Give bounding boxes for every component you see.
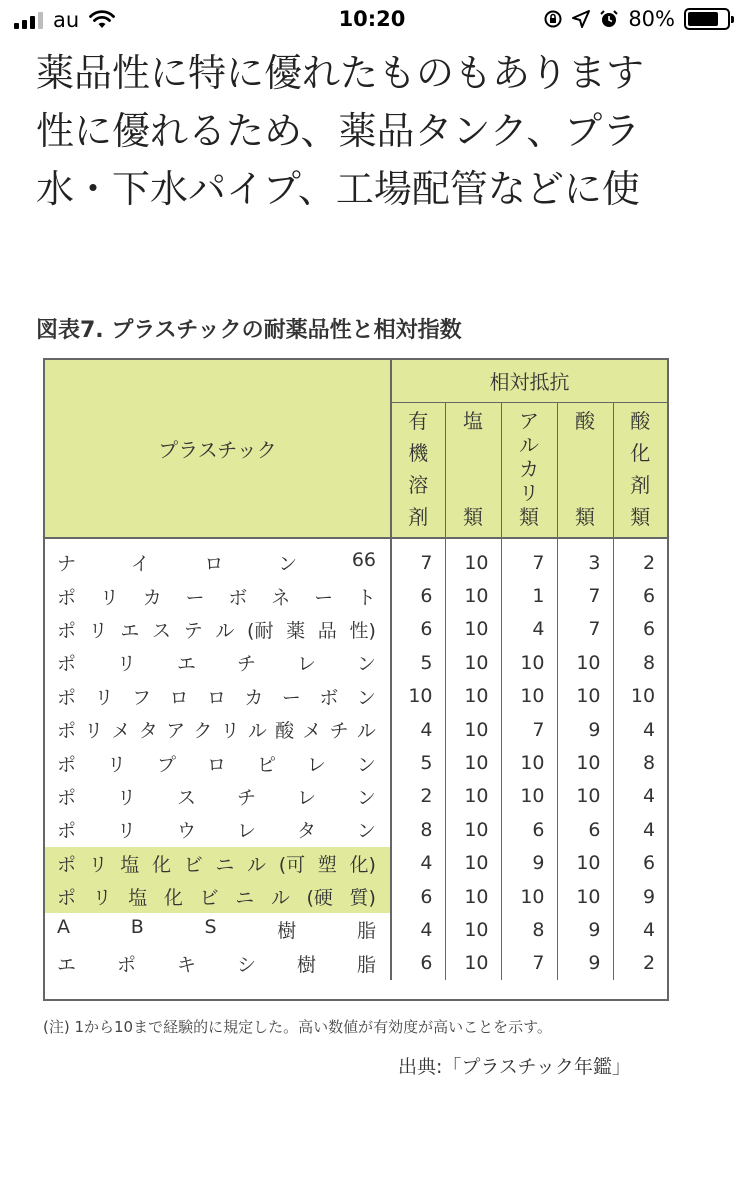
article-line: 水・下水パイプ、工場配管などに使 — [36, 167, 640, 211]
plastic-name-part: テ — [183, 619, 203, 642]
plastic-name-part: リ — [84, 720, 104, 743]
plastic-name-part: レ — [296, 786, 316, 809]
column-header-char: ア — [519, 408, 539, 433]
plastic-name — [45, 746, 391, 779]
plastic-name-part: ー — [314, 586, 334, 609]
plastic-name-part: ニ — [235, 887, 255, 910]
plastic-name-part: ン — [356, 653, 376, 676]
plastic-name-part: フ — [131, 686, 151, 709]
plastic-name-part: リ — [116, 820, 136, 843]
table-row — [45, 746, 667, 779]
plastic-name — [45, 780, 391, 813]
table-row — [45, 646, 667, 679]
plastic-name-part: リ — [99, 586, 119, 609]
table-row — [45, 847, 667, 880]
plastic-name-part: カ — [244, 686, 264, 709]
column-header-char: 類 — [630, 504, 651, 529]
plastic-name-part: ポ — [57, 720, 77, 743]
column-header-char: カ — [519, 456, 539, 481]
resistance-value: 4 — [501, 613, 557, 646]
resistance-value: 4 — [613, 913, 667, 946]
plastic-name-part: ポ — [57, 853, 77, 876]
plastic-name-part: ボ — [319, 686, 339, 709]
plastic-name-part: ネ — [271, 586, 291, 609]
plastic-name-part: ス — [176, 786, 196, 809]
plastic-name-part: 脂 — [356, 953, 376, 976]
column-header-char: 酸 — [630, 408, 651, 433]
plastic-name-part: ウ — [176, 820, 196, 843]
resistance-value: 10 — [501, 780, 557, 813]
resistance-value: 7 — [557, 579, 613, 612]
plastic-name-part: ポ — [57, 619, 77, 642]
resistance-value: 10 — [501, 680, 557, 713]
resistance-value: 10 — [445, 579, 501, 612]
resistance-value: 9 — [557, 713, 613, 746]
resistance-value: 10 — [445, 646, 501, 679]
resistance-value: 10 — [445, 913, 501, 946]
resistance-value: 6 — [557, 813, 613, 846]
plastic-name-part: ー — [281, 686, 301, 709]
plastic-name-part: ン — [356, 786, 376, 809]
resistance-value: 10 — [445, 880, 501, 913]
plastic-name — [45, 913, 391, 946]
plastic-name-part: 樹 — [296, 953, 316, 976]
plastic-name-part: ー — [185, 586, 205, 609]
resistance-value: 10 — [445, 713, 501, 746]
plastic-name-part: ピ — [256, 753, 276, 776]
column-header-char: 剤 — [408, 504, 429, 529]
column-header — [613, 402, 667, 538]
plastic-name-part: イ — [130, 553, 150, 576]
plastic-name-part: (耐 — [247, 619, 274, 642]
orientation-lock-icon — [543, 9, 563, 29]
plastic-name-part: ア — [166, 720, 186, 743]
plastic-name-part: 性) — [349, 619, 376, 642]
column-header-char: 類 — [575, 504, 595, 529]
plastic-name-part: 化 — [163, 887, 183, 910]
status-bar — [0, 0, 744, 40]
plastic-name-part: チ — [236, 786, 256, 809]
resistance-value: 4 — [613, 780, 667, 813]
plastic-name-part: 樹 — [277, 920, 297, 943]
plastic-name-part: ン — [356, 753, 376, 776]
plastic-name-part: 脂 — [356, 920, 376, 943]
table-row — [45, 546, 667, 579]
resistance-value: 10 — [445, 947, 501, 980]
plastic-name-part: A — [57, 916, 70, 939]
resistance-value: 10 — [557, 680, 613, 713]
plastic-name-part: ロ — [204, 553, 224, 576]
resistance-value: 10 — [445, 813, 501, 846]
resistance-value: 2 — [613, 947, 667, 980]
column-header-char: リ — [519, 480, 539, 505]
plastic-name — [45, 847, 391, 880]
resistance-value: 4 — [420, 718, 433, 741]
plastic-name-part: キ — [176, 953, 196, 976]
plastic-name-part: チ — [329, 720, 349, 743]
resistance-value: 8 — [613, 646, 667, 679]
resistance-value: 4 — [420, 852, 433, 875]
plastic-name-part: リ — [220, 720, 240, 743]
table-row — [45, 880, 667, 913]
table-note: (注) 1から10まで経験的に規定した。高い数値が有効度が高いことを示す。 — [43, 1018, 552, 1036]
resistance-value: 3 — [557, 546, 613, 579]
column-header — [445, 402, 501, 538]
plastic-name-part: ル — [270, 887, 290, 910]
resistance-value: 9 — [501, 847, 557, 880]
resistance-value: 9 — [613, 880, 667, 913]
resistance-value: 7 — [420, 551, 433, 574]
resistance-value: 8 — [420, 818, 433, 841]
column-header-char: 類 — [519, 504, 539, 529]
resistance-value: 1 — [501, 579, 557, 612]
resistance-value: 6 — [501, 813, 557, 846]
column-header — [557, 402, 613, 538]
plastic-name-part: リ — [116, 653, 136, 676]
plastic-name-part: チ — [236, 653, 256, 676]
article-line: 薬品性に特に優れたものもあります — [36, 51, 645, 95]
plastic-name-part: ポ — [57, 753, 77, 776]
resistance-value: 10 — [557, 780, 613, 813]
resistance-value: 10 — [445, 546, 501, 579]
plastic-name-part: メ — [111, 720, 131, 743]
resistance-value: 2 — [613, 546, 667, 579]
plastic-name-part: タ — [296, 820, 316, 843]
resistance-value: 10 — [408, 685, 433, 708]
battery-icon — [684, 8, 730, 30]
plastic-name-part: カ — [142, 586, 162, 609]
column-header-char: 塩 — [463, 408, 483, 433]
plastic-name-part: エ — [176, 653, 196, 676]
plastic-name — [45, 947, 391, 980]
plastic-name-part: ル — [247, 720, 267, 743]
resistance-value: 10 — [445, 746, 501, 779]
plastic-name-part: ン — [356, 820, 376, 843]
plastic-name — [45, 546, 391, 579]
resistance-value: 7 — [501, 947, 557, 980]
plastic-name-part: ロ — [169, 686, 189, 709]
plastic-name-part: 薬 — [286, 619, 306, 642]
plastic-name-part: レ — [236, 820, 256, 843]
resistance-value: 4 — [420, 918, 433, 941]
resistance-value: 6 — [420, 585, 433, 608]
plastic-name-part: 品 — [317, 619, 337, 642]
plastic-name-part: シ — [236, 953, 256, 976]
plastic-name-part: ン — [278, 553, 298, 576]
resistance-value: 5 — [420, 651, 433, 674]
column-header-char: 類 — [463, 504, 483, 529]
table-row — [45, 713, 667, 746]
plastic-name-part: 塑 — [317, 853, 337, 876]
plastic-name-part: リ — [92, 887, 112, 910]
plastic-name — [45, 813, 391, 846]
plastic-name — [45, 880, 391, 913]
table-row — [45, 780, 667, 813]
resistance-value: 10 — [557, 880, 613, 913]
table-row — [45, 913, 667, 946]
resistance-value: 10 — [445, 847, 501, 880]
resistance-value: 10 — [501, 880, 557, 913]
plastic-name-part: 塩 — [128, 887, 148, 910]
plastic-name-part: ポ — [57, 820, 77, 843]
plastic-name-part: ポ — [57, 887, 77, 910]
resistance-value: 10 — [445, 613, 501, 646]
plastic-name-part: リ — [94, 686, 114, 709]
plastic-name-part: リ — [116, 786, 136, 809]
plastic-name-part: ポ — [116, 953, 136, 976]
plastic-name-part: ロ — [206, 753, 226, 776]
plastic-name-part: エ — [120, 619, 140, 642]
plastic-name-part: タ — [138, 720, 158, 743]
resistance-value: 5 — [420, 752, 433, 775]
plastic-name-part: レ — [296, 653, 316, 676]
column-header-char: 酸 — [575, 408, 595, 433]
plastic-name-part: 質) — [349, 887, 376, 910]
battery-level-fill — [688, 12, 718, 26]
resistance-value: 10 — [557, 746, 613, 779]
plastic-name-part: ビ — [199, 887, 219, 910]
carrier-name: au — [53, 8, 80, 32]
resistance-value: 7 — [501, 713, 557, 746]
plastic-name-part: ン — [356, 686, 376, 709]
status-time: 10:20 — [338, 7, 406, 31]
plastic-name-part: 化) — [349, 853, 376, 876]
plastic-name-part: 塩 — [120, 853, 140, 876]
plastic-name-part: リ — [88, 619, 108, 642]
resistance-value: 4 — [613, 713, 667, 746]
plastic-name — [45, 613, 391, 646]
column-header-char: ル — [519, 432, 539, 457]
resistance-value: 9 — [557, 947, 613, 980]
plastic-name-part: プ — [156, 753, 176, 776]
chemical-resistance-table — [43, 358, 669, 1001]
plastic-name-part: エ — [57, 953, 77, 976]
plastic-name-part: B — [130, 916, 144, 939]
plastic-name-part: (可 — [278, 853, 306, 876]
column-header-char: 有 — [408, 408, 429, 433]
resistance-value: 10 — [445, 680, 501, 713]
plastic-name-part: 酸 — [275, 720, 295, 743]
plastic-name — [45, 579, 391, 612]
plastic-name-part: ル — [356, 720, 376, 743]
plastic-name-part: ポ — [57, 586, 77, 609]
plastic-name-part: ク — [193, 720, 213, 743]
plastic-name — [45, 680, 391, 713]
resistance-value: 7 — [501, 546, 557, 579]
plastic-name — [45, 646, 391, 679]
column-header-char: 剤 — [630, 472, 651, 497]
resistance-value: 4 — [613, 813, 667, 846]
resistance-value: 6 — [420, 952, 433, 975]
plastic-name-part: メ — [302, 720, 322, 743]
plastic-name-part: リ — [88, 853, 108, 876]
resistance-value: 6 — [613, 579, 667, 612]
column-header — [391, 402, 445, 538]
plastic-name-part: ポ — [57, 686, 77, 709]
resistance-value: 7 — [557, 613, 613, 646]
plastic-name-part: ビ — [183, 853, 203, 876]
plastic-name — [45, 713, 391, 746]
resistance-value: 6 — [613, 847, 667, 880]
plastic-name-part: ナ — [57, 553, 77, 576]
plastic-name-part: ル — [247, 853, 267, 876]
alarm-clock-icon — [599, 9, 619, 29]
column-header — [501, 402, 557, 538]
plastic-name-part: 化 — [152, 853, 172, 876]
plastic-name-part: レ — [306, 753, 326, 776]
resistance-value: 10 — [501, 646, 557, 679]
figure-title: 図表7. プラスチックの耐薬品性と相対指数 — [36, 318, 462, 343]
plastic-name-part: ト — [356, 586, 376, 609]
table-row — [45, 813, 667, 846]
table-row — [45, 613, 667, 646]
header-plastic: プラスチック — [45, 360, 391, 538]
plastic-name-part: (硬 — [306, 887, 333, 910]
header-relative-resistance: 相対抵抗 — [391, 360, 667, 402]
plastic-name-part: 66 — [351, 549, 376, 572]
resistance-value: 10 — [501, 746, 557, 779]
plastic-name-part: リ — [106, 753, 126, 776]
table-row — [45, 579, 667, 612]
resistance-value: 10 — [557, 646, 613, 679]
plastic-name-part: ロ — [206, 686, 226, 709]
table-row — [45, 680, 667, 713]
resistance-value: 9 — [557, 913, 613, 946]
resistance-value: 10 — [445, 780, 501, 813]
article-line: 性に優れるため、薬品タンク、プラ — [36, 109, 641, 153]
resistance-value: 6 — [420, 885, 433, 908]
plastic-name-part: ス — [152, 619, 172, 642]
column-header-char: 機 — [408, 440, 429, 465]
resistance-value: 8 — [613, 746, 667, 779]
table-row — [45, 947, 667, 980]
column-header-char: 化 — [630, 440, 651, 465]
plastic-name-part: ル — [215, 619, 235, 642]
resistance-value: 6 — [613, 613, 667, 646]
plastic-name-part: ポ — [57, 786, 77, 809]
battery-percent: 80% — [628, 7, 675, 31]
resistance-value: 10 — [613, 680, 667, 713]
resistance-value: 6 — [420, 618, 433, 641]
resistance-value: 8 — [501, 913, 557, 946]
plastic-name-part: S — [204, 916, 217, 939]
location-arrow-icon — [572, 10, 590, 28]
resistance-value: 10 — [557, 847, 613, 880]
plastic-name-part: ボ — [228, 586, 248, 609]
column-header-char: 溶 — [408, 472, 429, 497]
plastic-name-part: ニ — [215, 853, 235, 876]
table-source: 出典:「プラスチック年鑑」 — [398, 1056, 631, 1078]
resistance-value: 2 — [420, 785, 433, 808]
plastic-name-part: ポ — [57, 653, 77, 676]
article-text — [36, 44, 744, 218]
